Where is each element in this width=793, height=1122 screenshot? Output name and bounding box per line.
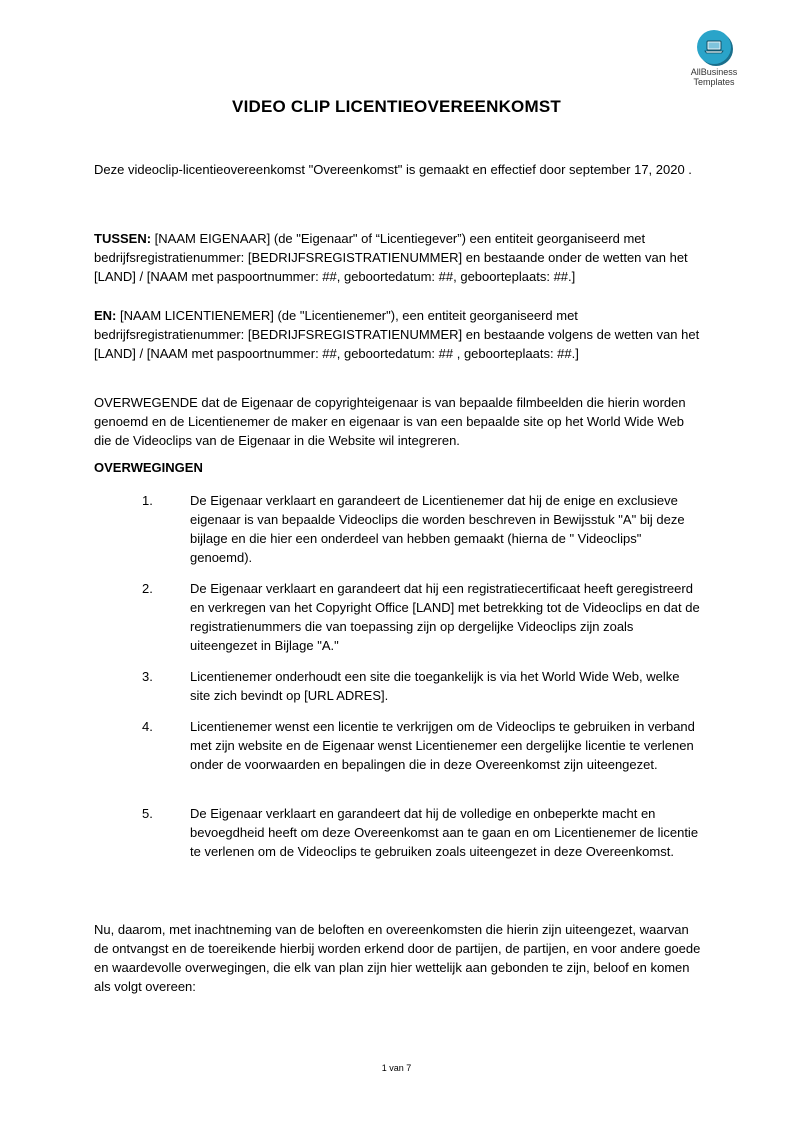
party-text: [NAAM EIGENAAR] (de "Eigenaar" of “Licentiegever”) een entiteit georganiseerd met bedrijfsregistratienummer: [BEDRIJFSREGISTRATIENUMMER] en bestaande onder de wetten van het [LAND] / [NAAM met paspoortnummer: ##, geboortedatum: ##, geboorteplaats: ##.] <box>94 231 688 284</box>
list-item-text: De Eigenaar verklaart en garandeert de Licentienemer dat hij de enige en exclusieve eigenaar is van bepaalde Videoclips die worden beschreven in Bewijsstuk "A" bij deze bijlage en die hier een onderdeel van hebben gemaakt (hierna de " Videoclips" genoemd). <box>190 493 685 565</box>
logo-line-2: Templates <box>693 77 735 87</box>
list-item-number: 3. <box>142 669 153 684</box>
brand-logo[interactable] <box>680 30 748 87</box>
whereas-paragraph: OVERWEGENDE dat de Eigenaar de copyrighteigenaar is van bepaalde filmbeelden die hierin worden genoemd en de Licentienemer de maker en eigenaar is van een bepaalde site op het World Wide Web die de Videoclips van de Eigenaar in die Website wil integreren. <box>94 395 686 448</box>
list-item-text: Licentienemer onderhoudt een site die toegankelijk is via het World Wide Web, welke site zich bevindt op [URL ADRES]. <box>190 669 680 703</box>
list-item-number: 1. <box>142 493 153 508</box>
list-item-text: De Eigenaar verklaart en garandeert dat hij een registratiecertificaat heeft geregistreerd en verkregen van het Copyright Office [LAND] met betrekking tot de Videoclips en dat de registratienummers die van toepassing zijn op dergelijke Videoclips zijn zoals uiteengezet in Bijlage "A." <box>190 581 700 653</box>
recitals-heading: OVERWEGINGEN <box>94 460 203 475</box>
party-and <box>94 306 702 363</box>
list-item-text: Licentienemer wenst een licentie te verkrijgen om de Videoclips te gebruiken in verband met zijn website en de Eigenaar wenst Licentienemer een dergelijke licentie te verlenen onder de voorwaarden en bepalingen die in deze Overeenkomst zijn uiteengezet. <box>190 719 695 772</box>
document-title: VIDEO CLIP LICENTIEOVEREENKOMST <box>232 97 561 116</box>
party-label: TUSSEN: <box>94 231 152 246</box>
party-between <box>94 229 702 286</box>
logo-text <box>680 67 748 87</box>
party-text: [NAAM LICENTIENEMER] (de "Licentienemer"), een entiteit georganiseerd met bedrijfsregistratienummer: [BEDRIJFSREGISTRATIENUMMER] en bestaande volgens de wetten van het [LAND] / [NAAM met paspoortnummer: ##, geboortedatum: ## , geboorteplaats: ##.] <box>94 308 700 361</box>
laptop-icon <box>697 30 731 64</box>
logo-line-1: AllBusiness <box>690 67 738 77</box>
party-label: EN: <box>94 308 117 323</box>
intro-paragraph: Deze videoclip-licentieovereenkomst "Overeenkomst" is gemaakt en effectief door september 17, 2020 . <box>94 162 692 177</box>
list-item-text: De Eigenaar verklaart en garandeert dat hij de volledige en onbeperkte macht en bevoegdheid heeft om deze Overeenkomst aan te gaan en om Licentienemer de licentie te verlenen om de Videoclips te gebruiken zoals uiteengezet in deze Overeenkomst. <box>190 806 699 859</box>
list-item-number: 4. <box>142 719 153 734</box>
list-item-number: 2. <box>142 581 153 596</box>
page-number: 1 van 7 <box>381 1063 412 1073</box>
list-item-number: 5. <box>142 806 153 821</box>
closing-paragraph: Nu, daarom, met inachtneming van de beloften en overeenkomsten die hierin zijn uiteengezet, waarvan de ontvangst en de toereikende hierbij worden erkend door de partijen, de partijen, en voor andere goede en waardevolle overwegingen, die elk van plan zijn hier wettelijk aan gebonden te zijn, beloof en komen als volgt overeen: <box>94 922 701 994</box>
